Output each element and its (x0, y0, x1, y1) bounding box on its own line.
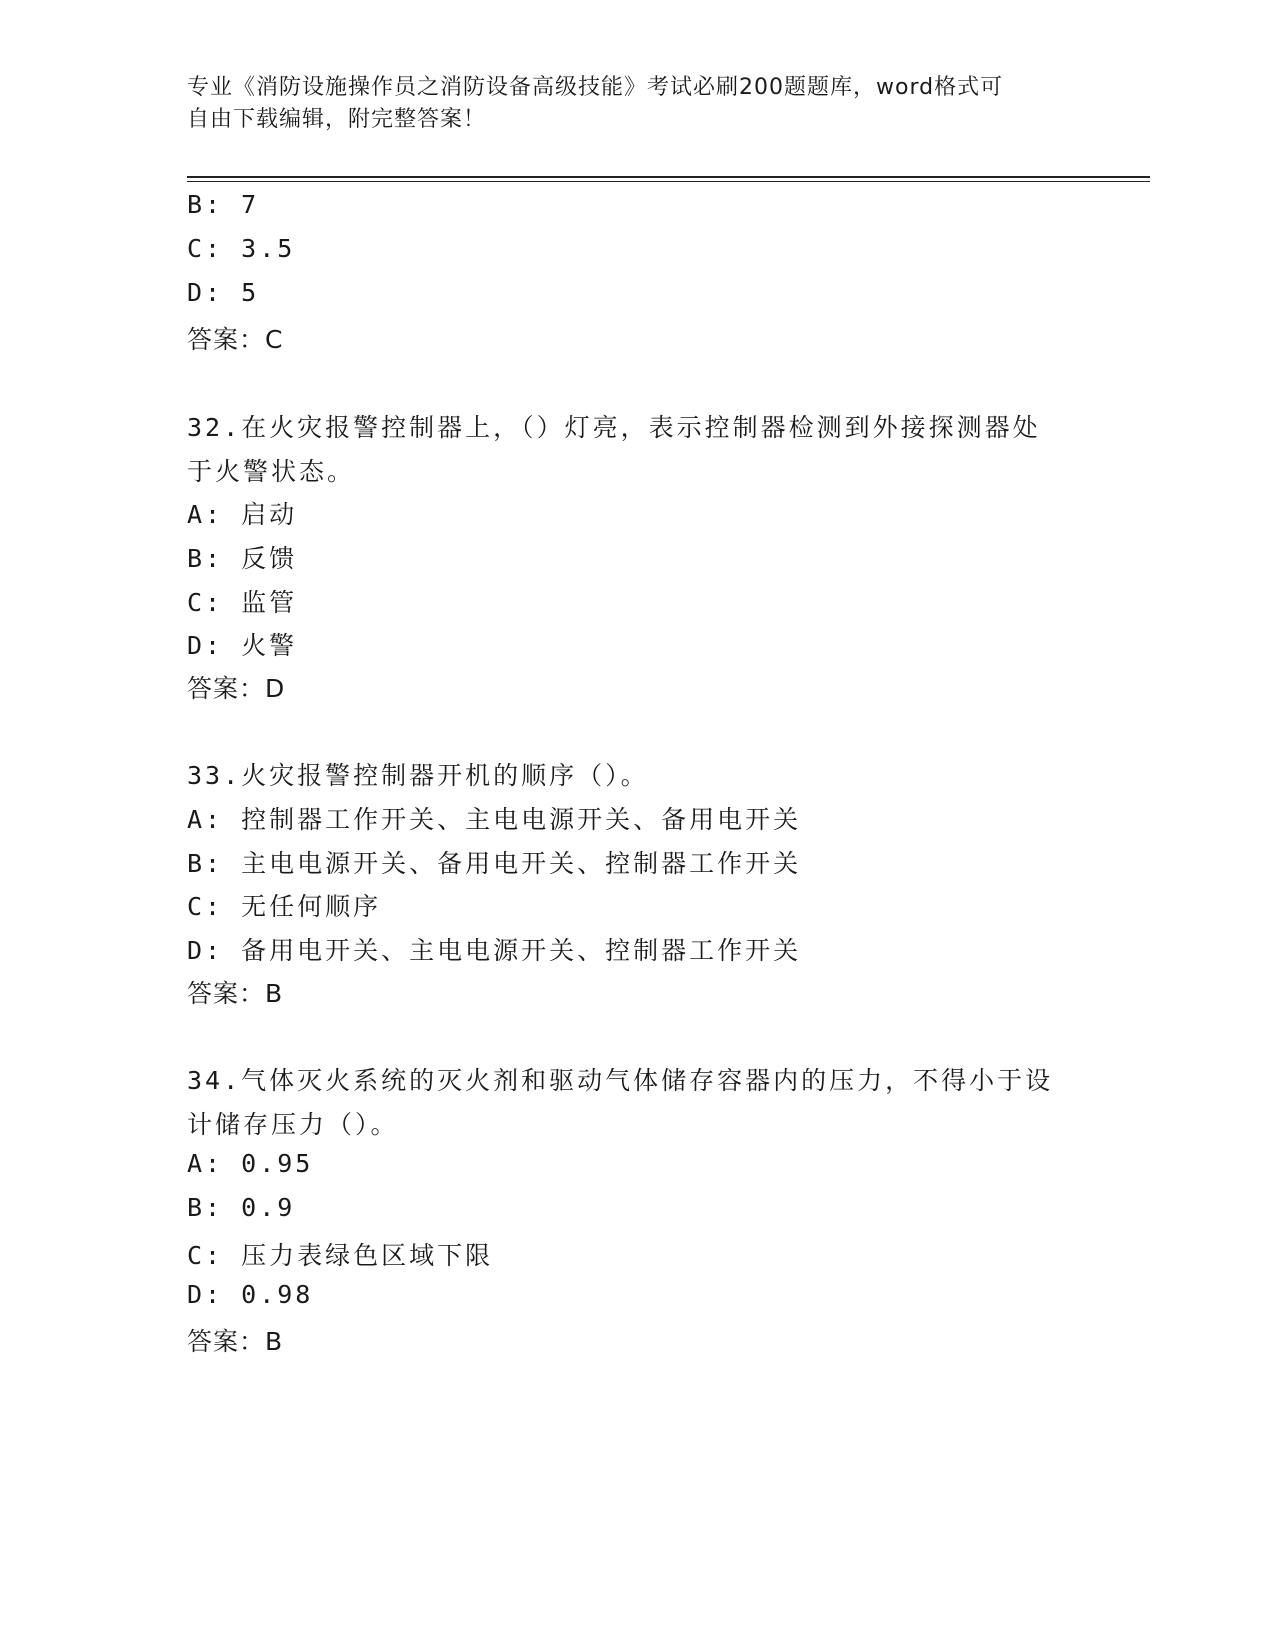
document-header (187, 72, 1067, 136)
question-32-text-cont: 于火警状态。 (187, 457, 356, 486)
answer: 答案：B (187, 979, 284, 1008)
option-d: D: 5 (187, 278, 260, 307)
answer: 答案：B (187, 1327, 284, 1356)
option-b: B: 主电电源开关、备用电开关、控制器工作开关 (187, 849, 802, 878)
header-rule-thick (187, 176, 1150, 178)
question-32-text: 32.在火灾报警控制器上，（）灯亮，表示控制器检测到外接探测器处 (187, 413, 1041, 442)
question-33-text: 33.火灾报警控制器开机的顺序（）。 (187, 761, 649, 790)
option-c: C: 监管 (187, 588, 298, 617)
header-line-1: 专业《消防设施操作员之消防设备高级技能》考试必刷200题题库，word格式可 (187, 75, 1004, 100)
answer: 答案：D (187, 674, 286, 703)
header-rule-thin (187, 181, 1150, 182)
question-34-text: 34.气体灭火系统的灭火剂和驱动气体储存容器内的压力，不得小于设 (187, 1066, 1054, 1095)
option-d: D: 备用电开关、主电电源开关、控制器工作开关 (187, 936, 802, 965)
answer: 答案：C (187, 325, 284, 354)
header-line-2: 自由下载编辑，附完整答案！ (187, 107, 487, 132)
option-c: C: 压力表绿色区域下限 (187, 1241, 494, 1270)
option-a: A: 0.95 (187, 1149, 314, 1178)
option-c: C: 3.5 (187, 234, 296, 263)
question-34-text-cont: 计储存压力（）。 (187, 1110, 399, 1139)
option-c: C: 无任何顺序 (187, 892, 382, 921)
option-b: B: 0.9 (187, 1193, 296, 1222)
option-d: D: 0.98 (187, 1280, 314, 1309)
option-b: B: 反馈 (187, 544, 298, 573)
option-a: A: 启动 (187, 500, 298, 529)
option-b: B: 7 (187, 190, 260, 219)
option-d: D: 火警 (187, 631, 298, 660)
option-a: A: 控制器工作开关、主电电源开关、备用电开关 (187, 805, 802, 834)
